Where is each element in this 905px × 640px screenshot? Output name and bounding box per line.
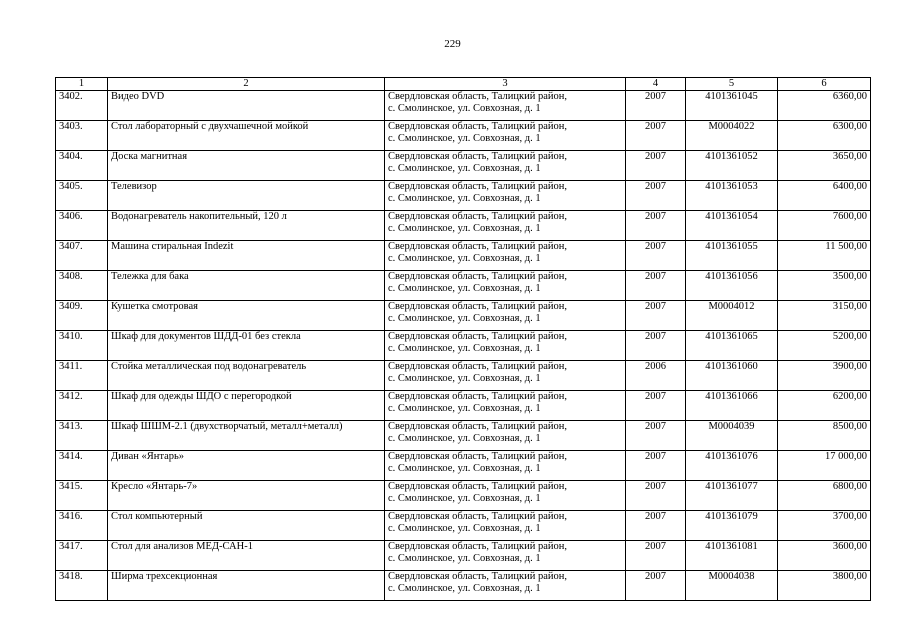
amount-cell: 3900,00 <box>778 361 871 391</box>
address-line-2: с. Смолинское, ул. Совхозная, д. 1 <box>388 553 541 564</box>
address-line-1: Свердловская область, Талицкий район, <box>388 481 568 492</box>
row-number-cell: 3416. <box>56 511 108 541</box>
table-row <box>56 451 871 481</box>
address-cell <box>385 181 626 211</box>
year-cell: 2007 <box>626 571 686 601</box>
inventory-code-cell: 4101361066 <box>686 391 778 421</box>
column-header-2: 2 <box>108 78 385 91</box>
address-line-1: Свердловская область, Талицкий район, <box>388 331 568 342</box>
amount-cell: 6400,00 <box>778 181 871 211</box>
amount-cell: 17 000,00 <box>778 451 871 481</box>
item-name-cell: Доска магнитная <box>108 151 385 181</box>
column-header-6: 6 <box>778 78 871 91</box>
inventory-code-cell: 4101361076 <box>686 451 778 481</box>
address-line-2: с. Смолинское, ул. Совхозная, д. 1 <box>388 463 541 474</box>
address-line-2: с. Смолинское, ул. Совхозная, д. 1 <box>388 193 541 204</box>
amount-cell: 7600,00 <box>778 211 871 241</box>
page-number: 229 <box>444 38 461 50</box>
item-name-cell: Стол лабораторный с двухчашечной мойкой <box>108 121 385 151</box>
year-cell: 2007 <box>626 481 686 511</box>
row-number-cell: 3404. <box>56 151 108 181</box>
address-line-1: Свердловская область, Талицкий район, <box>388 181 568 192</box>
address-line-2: с. Смолинское, ул. Совхозная, д. 1 <box>388 403 541 414</box>
address-line-1: Свердловская область, Талицкий район, <box>388 91 568 102</box>
address-cell <box>385 241 626 271</box>
inventory-code-cell: 4101361060 <box>686 361 778 391</box>
address-line-1: Свердловская область, Талицкий район, <box>388 121 568 132</box>
table-row <box>56 421 871 451</box>
row-number-cell: 3408. <box>56 271 108 301</box>
address-line-2: с. Смолинское, ул. Совхозная, д. 1 <box>388 313 541 324</box>
year-cell: 2007 <box>626 181 686 211</box>
address-line-2: с. Смолинское, ул. Совхозная, д. 1 <box>388 343 541 354</box>
item-name-cell: Машина стиральная Indezit <box>108 241 385 271</box>
amount-cell: 3800,00 <box>778 571 871 601</box>
amount-cell: 11 500,00 <box>778 241 871 271</box>
table-row <box>56 331 871 361</box>
address-line-1: Свердловская область, Талицкий район, <box>388 271 568 282</box>
address-line-1: Свердловская область, Талицкий район, <box>388 151 568 162</box>
column-header-4: 4 <box>626 78 686 91</box>
address-cell <box>385 481 626 511</box>
amount-cell: 3600,00 <box>778 541 871 571</box>
year-cell: 2007 <box>626 541 686 571</box>
address-line-1: Свердловская область, Талицкий район, <box>388 571 568 582</box>
item-name-cell: Ширма трехсекционная <box>108 571 385 601</box>
inventory-table <box>55 77 871 601</box>
row-number-cell: 3406. <box>56 211 108 241</box>
item-name-cell: Кушетка смотровая <box>108 301 385 331</box>
address-line-1: Свердловская область, Талицкий район, <box>388 541 568 552</box>
row-number-cell: 3410. <box>56 331 108 361</box>
inventory-code-cell: М0004022 <box>686 121 778 151</box>
row-number-cell: 3409. <box>56 301 108 331</box>
table-row <box>56 211 871 241</box>
address-cell <box>385 541 626 571</box>
item-name-cell: Стол для анализов МЕД-САН-1 <box>108 541 385 571</box>
row-number-cell: 3402. <box>56 91 108 121</box>
table-row <box>56 541 871 571</box>
amount-cell: 3150,00 <box>778 301 871 331</box>
row-number-cell: 3403. <box>56 121 108 151</box>
address-cell <box>385 91 626 121</box>
table-header-row <box>56 78 871 91</box>
item-name-cell: Тележка для бака <box>108 271 385 301</box>
address-line-2: с. Смолинское, ул. Совхозная, д. 1 <box>388 493 541 504</box>
year-cell: 2007 <box>626 451 686 481</box>
address-line-2: с. Смолинское, ул. Совхозная, д. 1 <box>388 373 541 384</box>
row-number-cell: 3407. <box>56 241 108 271</box>
address-line-2: с. Смолинское, ул. Совхозная, д. 1 <box>388 103 541 114</box>
address-line-1: Свердловская область, Талицкий район, <box>388 361 568 372</box>
address-cell <box>385 211 626 241</box>
column-header-1: 1 <box>56 78 108 91</box>
table-body <box>56 91 871 601</box>
year-cell: 2007 <box>626 91 686 121</box>
row-number-cell: 3413. <box>56 421 108 451</box>
inventory-code-cell: М0004039 <box>686 421 778 451</box>
address-line-2: с. Смолинское, ул. Совхозная, д. 1 <box>388 163 541 174</box>
address-line-1: Свердловская область, Талицкий район, <box>388 211 568 222</box>
item-name-cell: Диван «Янтарь» <box>108 451 385 481</box>
address-line-1: Свердловская область, Талицкий район, <box>388 511 568 522</box>
inventory-code-cell: 4101361052 <box>686 151 778 181</box>
inventory-code-cell: 4101361077 <box>686 481 778 511</box>
address-line-1: Свердловская область, Талицкий район, <box>388 301 568 312</box>
address-cell <box>385 301 626 331</box>
year-cell: 2007 <box>626 241 686 271</box>
amount-cell: 3700,00 <box>778 511 871 541</box>
row-number-cell: 3417. <box>56 541 108 571</box>
table-row <box>56 391 871 421</box>
table-row <box>56 241 871 271</box>
amount-cell: 6300,00 <box>778 121 871 151</box>
row-number-cell: 3405. <box>56 181 108 211</box>
table-row <box>56 121 871 151</box>
address-line-1: Свердловская область, Талицкий район, <box>388 421 568 432</box>
address-line-1: Свердловская область, Талицкий район, <box>388 391 568 402</box>
inventory-code-cell: М0004038 <box>686 571 778 601</box>
item-name-cell: Стол компьютерный <box>108 511 385 541</box>
inventory-code-cell: 4101361055 <box>686 241 778 271</box>
amount-cell: 6200,00 <box>778 391 871 421</box>
amount-cell: 5200,00 <box>778 331 871 361</box>
row-number-cell: 3411. <box>56 361 108 391</box>
address-line-1: Свердловская область, Талицкий район, <box>388 241 568 252</box>
row-number-cell: 3414. <box>56 451 108 481</box>
year-cell: 2006 <box>626 361 686 391</box>
address-line-2: с. Смолинское, ул. Совхозная, д. 1 <box>388 283 541 294</box>
year-cell: 2007 <box>626 121 686 151</box>
address-line-2: с. Смолинское, ул. Совхозная, д. 1 <box>388 133 541 144</box>
item-name-cell: Видео DVD <box>108 91 385 121</box>
address-line-2: с. Смолинское, ул. Совхозная, д. 1 <box>388 583 541 594</box>
address-line-2: с. Смолинское, ул. Совхозная, д. 1 <box>388 223 541 234</box>
address-line-2: с. Смолинское, ул. Совхозная, д. 1 <box>388 253 541 264</box>
row-number-cell: 3418. <box>56 571 108 601</box>
inventory-code-cell: 4101361045 <box>686 91 778 121</box>
address-cell <box>385 361 626 391</box>
column-header-5: 5 <box>686 78 778 91</box>
table-row <box>56 481 871 511</box>
column-header-3: 3 <box>385 78 626 91</box>
inventory-code-cell: 4101361053 <box>686 181 778 211</box>
year-cell: 2007 <box>626 211 686 241</box>
amount-cell: 6360,00 <box>778 91 871 121</box>
amount-cell: 3500,00 <box>778 271 871 301</box>
item-name-cell: Стойка металлическая под водонагреватель <box>108 361 385 391</box>
inventory-code-cell: 4101361056 <box>686 271 778 301</box>
table-row <box>56 301 871 331</box>
inventory-code-cell: 4101361065 <box>686 331 778 361</box>
address-cell <box>385 151 626 181</box>
address-cell <box>385 121 626 151</box>
table-row <box>56 181 871 211</box>
address-cell <box>385 571 626 601</box>
year-cell: 2007 <box>626 271 686 301</box>
inventory-code-cell: 4101361054 <box>686 211 778 241</box>
item-name-cell: Телевизор <box>108 181 385 211</box>
row-number-cell: 3412. <box>56 391 108 421</box>
table-row <box>56 151 871 181</box>
table-row <box>56 511 871 541</box>
year-cell: 2007 <box>626 151 686 181</box>
address-cell <box>385 271 626 301</box>
amount-cell: 8500,00 <box>778 421 871 451</box>
row-number-cell: 3415. <box>56 481 108 511</box>
address-cell <box>385 391 626 421</box>
table-row <box>56 271 871 301</box>
year-cell: 2007 <box>626 331 686 361</box>
address-cell <box>385 451 626 481</box>
address-cell <box>385 421 626 451</box>
amount-cell: 6800,00 <box>778 481 871 511</box>
year-cell: 2007 <box>626 511 686 541</box>
item-name-cell: Шкаф для документов ШДД-01 без стекла <box>108 331 385 361</box>
table-row <box>56 91 871 121</box>
item-name-cell: Кресло «Янтарь-7» <box>108 481 385 511</box>
inventory-code-cell: М0004012 <box>686 301 778 331</box>
table-row <box>56 361 871 391</box>
item-name-cell: Водонагреватель накопительный, 120 л <box>108 211 385 241</box>
item-name-cell: Шкаф ШШМ-2.1 (двухстворчатый, металл+металл) <box>108 421 385 451</box>
table-row <box>56 571 871 601</box>
address-cell <box>385 511 626 541</box>
address-line-2: с. Смолинское, ул. Совхозная, д. 1 <box>388 523 541 534</box>
inventory-code-cell: 4101361081 <box>686 541 778 571</box>
address-cell <box>385 331 626 361</box>
address-line-1: Свердловская область, Талицкий район, <box>388 451 568 462</box>
address-line-2: с. Смолинское, ул. Совхозная, д. 1 <box>388 433 541 444</box>
year-cell: 2007 <box>626 421 686 451</box>
amount-cell: 3650,00 <box>778 151 871 181</box>
year-cell: 2007 <box>626 301 686 331</box>
inventory-code-cell: 4101361079 <box>686 511 778 541</box>
item-name-cell: Шкаф для одежды ШДО с перегородкой <box>108 391 385 421</box>
year-cell: 2007 <box>626 391 686 421</box>
